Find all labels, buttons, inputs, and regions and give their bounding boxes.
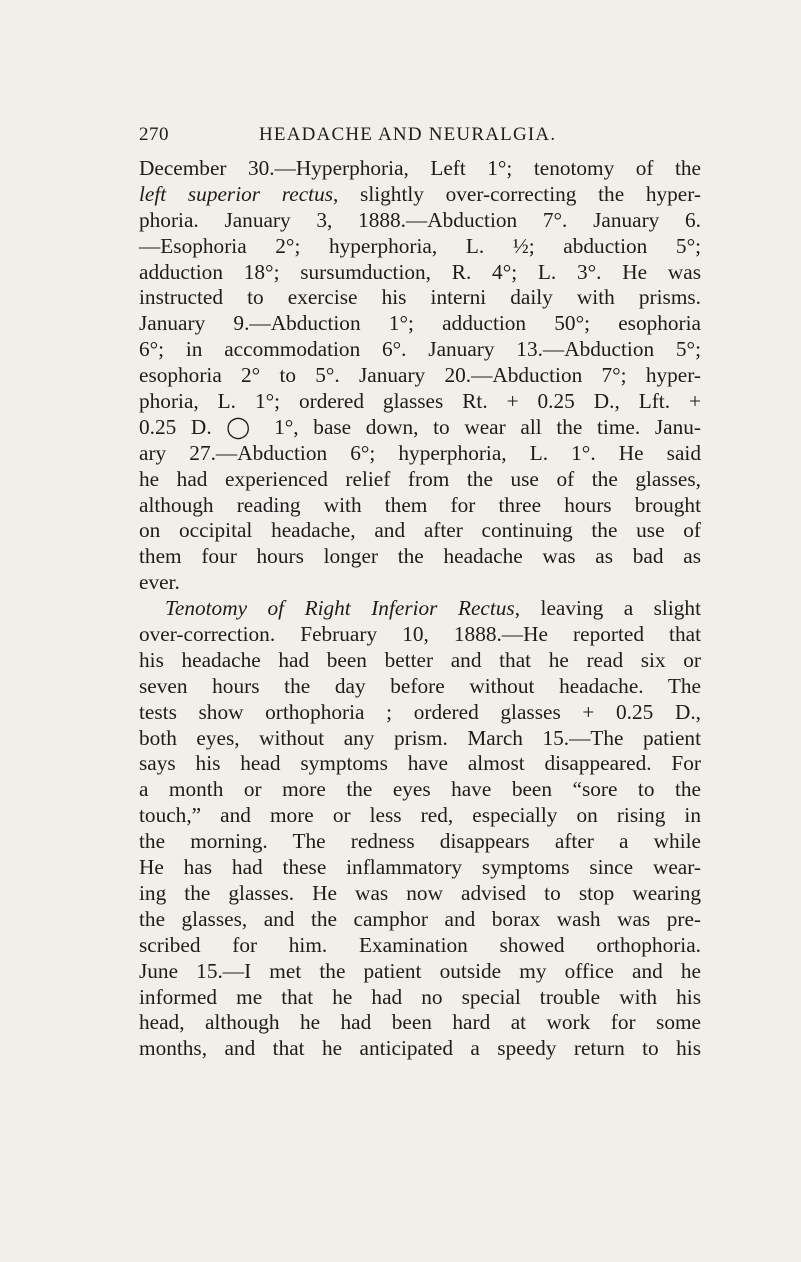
- text-line: [139, 855, 701, 881]
- text-line: [139, 234, 701, 260]
- text-run: phoria, L. 1°; ordered glasses Rt. + 0.25 D., Lft. +: [139, 389, 701, 414]
- text-run: December 30.—Hyperphoria, Left 1°; tenotomy of the: [139, 156, 701, 180]
- text-line: [139, 803, 701, 829]
- text-line: [139, 544, 701, 570]
- text-line: [139, 260, 701, 286]
- text-run: over-correction. February 10, 1888.—He reported that: [139, 622, 701, 647]
- text-line: [139, 648, 701, 674]
- text-line: [139, 337, 701, 363]
- text-line: [139, 907, 701, 933]
- text-run: ary 27.—Abduction 6°; hyperphoria, L. 1°. He said: [139, 440, 701, 465]
- text-line: [139, 829, 701, 855]
- text-run: a month or more the eyes have been “sore to the: [139, 777, 701, 802]
- text-line: [139, 570, 701, 596]
- text-line: [139, 777, 701, 803]
- text-run: he had experienced relief from the use of the glasses,: [139, 466, 701, 491]
- text-run: ing the glasses. He was now advised to stop wearing: [139, 880, 701, 905]
- text-line: [139, 285, 701, 311]
- text-run: although reading with them for three hours brought: [139, 492, 701, 517]
- text-line: [139, 700, 701, 726]
- text-line: [139, 363, 701, 389]
- text-run: esophoria 2° to 5°. January 20.—Abduction 7°; hyper-: [139, 363, 701, 388]
- text-run: 0.25 D. ◯ 1°, base down, to wear all the time. Janu-: [139, 414, 701, 439]
- text-run: tests show orthophoria ; ordered glasses + 0.25 D.,: [139, 699, 701, 724]
- text-line: [139, 467, 701, 493]
- text-line: [139, 751, 701, 777]
- text-line: [139, 596, 701, 622]
- text-run: 6°; in accommodation 6°. January 13.—Abduction 5°;: [139, 337, 701, 362]
- running-head: [139, 124, 701, 148]
- running-title: HEADACHE AND NEURALGIA.: [259, 124, 557, 145]
- text-run: says his head symptoms have almost disappeared. For: [139, 751, 701, 776]
- italic-run: Tenotomy of Right Inferior Rectus: [165, 596, 515, 621]
- page-number: 270: [139, 124, 169, 145]
- text-run: informed me that he had no special trouble with his: [139, 984, 701, 1009]
- text-line: [139, 311, 701, 337]
- text-line: [139, 156, 701, 182]
- text-line: [139, 959, 701, 985]
- text-run: months, and that he anticipated a speedy return to his: [139, 1036, 701, 1061]
- body-text: [139, 156, 701, 1062]
- text-run: both eyes, without any prism. March 15.—The patient: [139, 725, 701, 750]
- text-line: [139, 208, 701, 234]
- text-run: the morning. The redness disappears after a while: [139, 829, 701, 854]
- text-run: touch,” and more or less red, especially on rising in: [139, 803, 701, 828]
- text-line: [139, 389, 701, 415]
- text-run: —Esophoria 2°; hyperphoria, L. ½; abduction 5°;: [139, 233, 701, 258]
- text-run: January 9.—Abduction 1°; adduction 50°; esophoria: [139, 311, 701, 336]
- text-run: , leaving a slight: [514, 596, 701, 621]
- text-run: He has had these inflammatory symptoms since wear-: [139, 855, 701, 880]
- text-line: [139, 415, 701, 441]
- text-line: [139, 726, 701, 752]
- text-run: head, although he had been hard at work for some: [139, 1010, 701, 1035]
- text-line: [139, 985, 701, 1011]
- text-run: on occipital headache, and after continuing the use of: [139, 518, 701, 543]
- text-line: [139, 933, 701, 959]
- text-line: [139, 182, 701, 208]
- text-run: adduction 18°; sursumduction, R. 4°; L. 3°. He was: [139, 259, 701, 284]
- text-line: [139, 1010, 701, 1036]
- text-run: them four hours longer the headache was as bad as: [139, 544, 701, 569]
- text-line: [139, 622, 701, 648]
- text-run: the glasses, and the camphor and borax wash was pre-: [139, 906, 701, 931]
- text-run: instructed to exercise his interni daily with prisms.: [139, 285, 701, 310]
- text-run: scribed for him. Examination showed orthophoria.: [139, 932, 701, 957]
- text-line: [139, 518, 701, 544]
- text-line: [139, 1036, 701, 1062]
- text-line: [139, 674, 701, 700]
- text-line: [139, 441, 701, 467]
- text-run: seven hours the day before without headache. The: [139, 673, 701, 698]
- text-line: [139, 881, 701, 907]
- text-run: ever.: [139, 570, 180, 595]
- text-run: phoria. January 3, 1888.—Abduction 7°. January 6.: [139, 207, 701, 232]
- text-run: , slightly over-correcting the hyper-: [333, 181, 701, 206]
- text-line: [139, 493, 701, 519]
- text-run: his headache had been better and that he read six or: [139, 647, 701, 672]
- italic-run: left superior rectus: [139, 181, 334, 206]
- text-run: June 15.—I met the patient outside my office and he: [139, 958, 701, 983]
